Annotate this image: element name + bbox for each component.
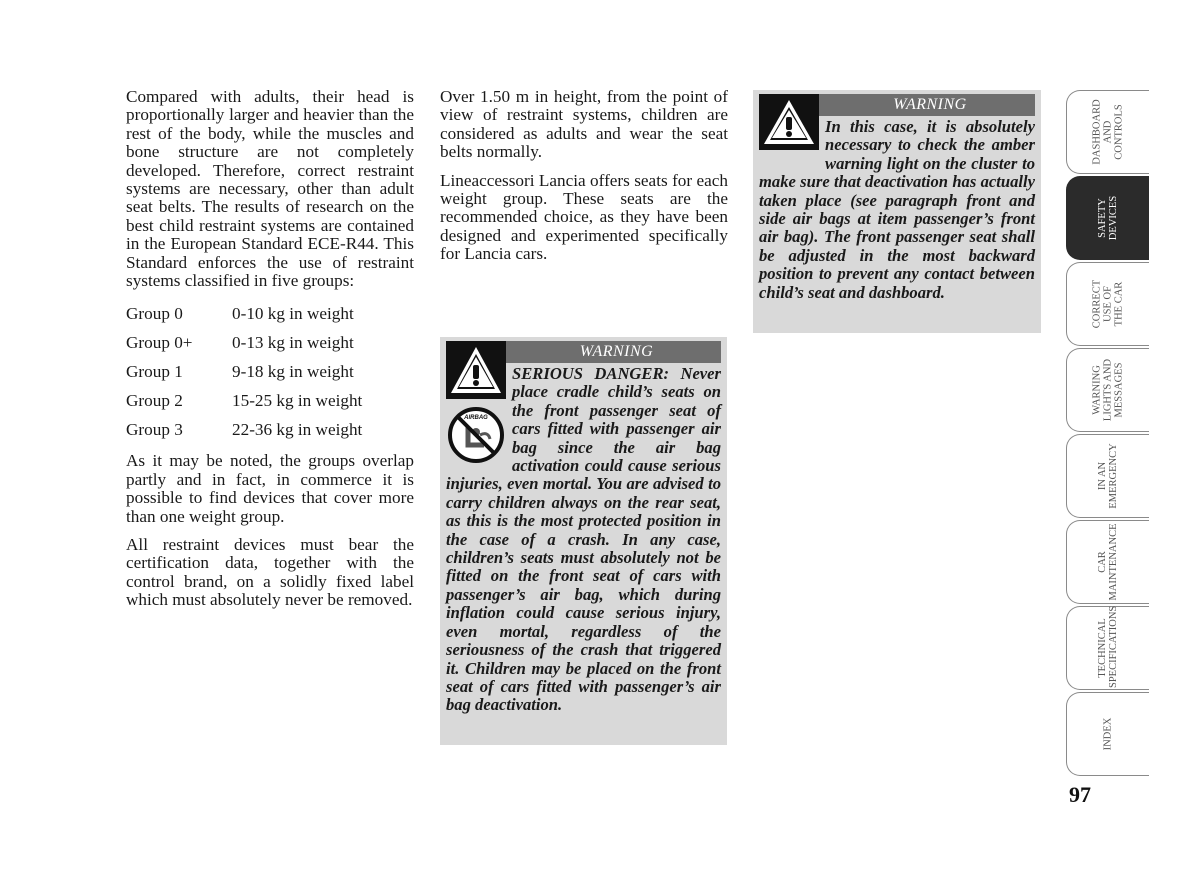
group-weight: 0-13 kg in weight: [232, 333, 354, 353]
tab-label: TECHNICAL SPECIFICATIONS: [1097, 605, 1119, 688]
warning-triangle-icon: [446, 341, 506, 399]
group-name: Group 0: [126, 304, 183, 324]
tab-warning-lights-and-messages[interactable]: [1066, 348, 1149, 432]
no-child-seat-airbag-icon: [446, 405, 506, 465]
group-name: Group 0+: [126, 333, 193, 353]
tab-car-maintenance[interactable]: [1066, 520, 1149, 604]
weight-group-row: [126, 300, 414, 329]
weight-group-row: [126, 358, 414, 387]
warning-heading: WARNING: [446, 341, 721, 363]
warning-heading: WARNING: [759, 94, 1035, 116]
weight-group-row: [126, 329, 414, 358]
warning-icons: [446, 341, 506, 465]
tab-safety-devices[interactable]: [1066, 176, 1149, 260]
tab-in-an-emergency[interactable]: [1066, 434, 1149, 518]
warning-text: In this case, it is absolutely necessary to check the amber warning light on the cluster to make sure that deactivation has actually taken place (see paragraph front and side air bags at item passenger’s front air bag). The front passenger seat shall be adjusted in the most backward position to prevent any contact between child’s seat and dashboard.: [759, 117, 1035, 302]
warning-box-deactivation-check: [753, 90, 1041, 333]
warning-triangle-icon: [759, 94, 819, 150]
warning-box-serious-danger: [440, 337, 727, 745]
tab-label: IN AN EMERGENCY: [1097, 443, 1119, 509]
tab-label: CORRECT USE OF THE CAR: [1091, 279, 1125, 329]
tab-label: WARNING LIGHTS AND MESSAGES: [1091, 358, 1125, 422]
group-weight: 9-18 kg in weight: [232, 362, 354, 382]
group-name: Group 2: [126, 390, 183, 410]
tab-label: SAFETY DEVICES: [1097, 195, 1119, 241]
weight-group-row: [126, 387, 414, 416]
group-name: Group 1: [126, 362, 183, 382]
warning-icons: [759, 94, 819, 154]
airbag-label: AIRBAG: [464, 415, 488, 422]
paragraph: All restraint devices must bear the certification data, together with the control brand, on a solidly fixed label which must absolutely never be removed.: [126, 535, 414, 610]
tab-label: CAR MAINTENANCE: [1097, 523, 1119, 601]
tab-correct-use-of-the-car[interactable]: [1066, 262, 1149, 346]
paragraph: Compared with adults, their head is proportionally larger and heavier than the rest of the body, while the muscles and bone structure are not completely developed. Therefore, correct restraint systems are necessary, other than adult seat belts. The results of research on the best child restraint systems are contained in the European Standard ECE-R44. This Standard enforces the use of restraint systems classified in five groups:: [126, 87, 414, 291]
page-number: 97: [1069, 782, 1091, 807]
tab-technical-specifications[interactable]: [1066, 606, 1149, 690]
weight-groups-list: [126, 300, 414, 444]
paragraph: As it may be noted, the groups overlap partly and in fact, in commerce it is possible to find devices that cover more than one weight group.: [126, 451, 414, 526]
section-tabs: [1066, 90, 1149, 778]
paragraph: Lineaccessori Lancia offers seats for each weight group. These seats are the recommended choice, as they have been designed and experimented specifically for Lancia cars.: [440, 170, 728, 264]
tab-label: INDEX: [1102, 717, 1114, 751]
tab-dashboard-and-controls[interactable]: [1066, 90, 1149, 174]
column-1: [126, 88, 414, 620]
weight-group-row: [126, 416, 414, 445]
group-weight: 0-10 kg in weight: [232, 304, 354, 324]
paragraph: Over 1.50 m in height, from the point of view of restraint systems, children are considered as adults and wear the seat belts normally.: [440, 87, 728, 162]
tab-label: DASHBOARD AND CONTROLS: [1091, 99, 1125, 165]
group-weight: 22-36 kg in weight: [232, 419, 363, 439]
column-2: [440, 88, 728, 274]
tab-index[interactable]: [1066, 692, 1149, 776]
warning-text: SERIOUS DANGER: Never place cradle child’s seats on the front passenger seat of cars fitted with passenger air bag since the air bag activation could cause serious injuries, even mortal. You are advised to carry children always on the rear seat, as this is the most protected position in the case of a crash. In any case, children’s seats must absolutely not be fitted on the front seat of cars with passenger’s air bag, which during inflation could cause serious injury, even mortal, regardless of the seriousness of the crash that triggered it. Children may be placed on the front seat of cars fitted with passenger’s air bag deactivation.: [446, 364, 721, 715]
group-weight: 15-25 kg in weight: [232, 390, 363, 410]
group-name: Group 3: [126, 419, 183, 439]
